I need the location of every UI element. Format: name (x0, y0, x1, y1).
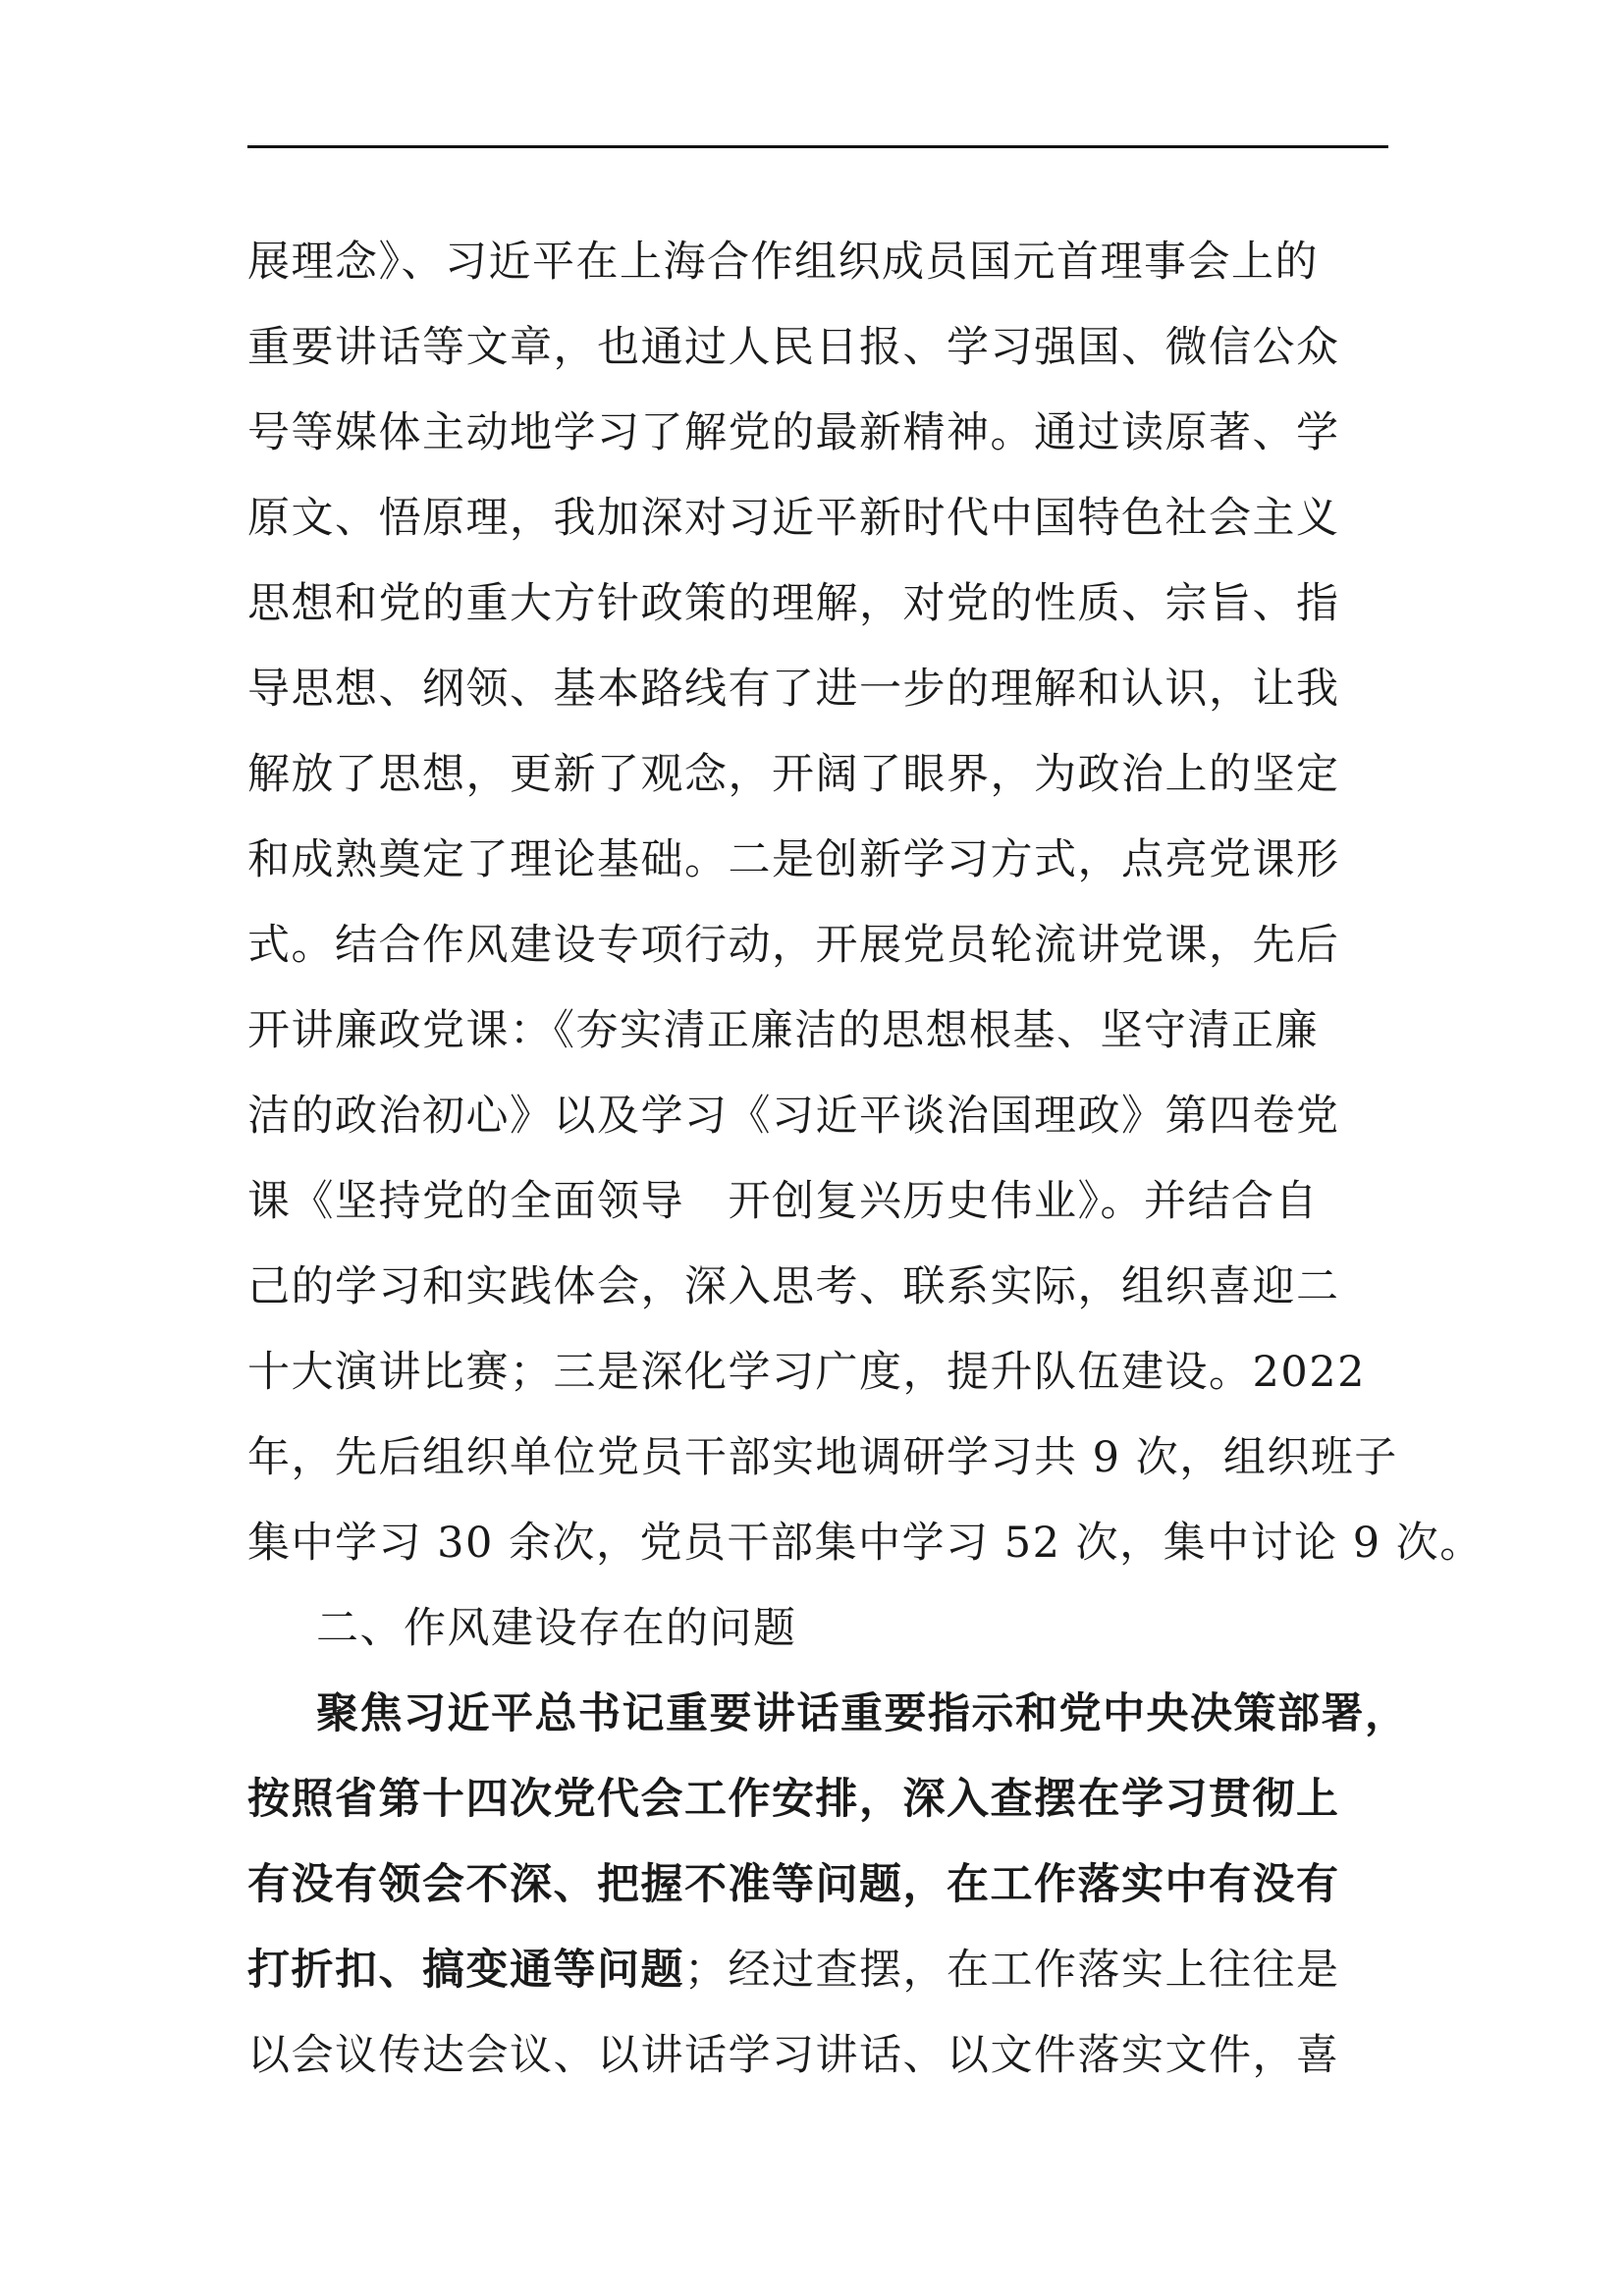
last-line: 以会议传达会议、以讲话学习讲话、以文件落实文件，喜 (247, 2031, 1340, 2080)
paragraph-line-14: 十大演讲比赛；三是深化学习广度，提升队伍建设。2022 (247, 1348, 1366, 1397)
paragraph-line-4: 原文、悟原理，我加深对习近平新时代中国特色社会主义 (247, 494, 1340, 543)
paragraph-line-10: 开讲廉政党课：《夯实清正廉洁的思想根基、坚守清正廉 (247, 1006, 1319, 1055)
paragraph-line-2: 重要讲话等文章，也通过人民日报、学习强国、微信公众 (247, 323, 1340, 372)
paragraph-line-11: 洁的政治初心》以及学习《习近平谈治国理政》第四卷党 (247, 1092, 1340, 1141)
paragraph-line-5: 思想和党的重大方针政策的理解，对党的性质、宗旨、指 (247, 579, 1340, 628)
paragraph-line-13: 己的学习和实践体会，深入思考、联系实际，组织喜迎二 (247, 1262, 1340, 1311)
bold-line-3: 有没有领会不深、把握不准等问题，在工作落实中有没有 (247, 1860, 1340, 1909)
paragraph-line-3: 号等媒体主动地学习了解党的最新精神。通过读原著、学 (247, 408, 1340, 457)
header-rule (247, 145, 1388, 148)
paragraph-line-8: 和成熟奠定了理论基础。二是创新学习方式，点亮党课形 (247, 835, 1340, 884)
bold-line-2: 按照省第十四次党代会工作安排，深入查摆在学习贯彻上 (247, 1775, 1340, 1824)
paragraph-line-7: 解放了思想，更新了观念，开阔了眼界，为政治上的坚定 (247, 750, 1340, 799)
mixed-line (247, 1928, 1406, 2013)
document-body (247, 220, 1484, 2099)
paragraph-line-1: 展理念》、习近平在上海合作组织成员国元首理事会上的 (247, 238, 1319, 287)
paragraph-line-9: 式。结合作风建设专项行动，开展党员轮流讲党课，先后 (247, 921, 1340, 970)
mixed-line-normal-part: ；经过查摆，在工作落实上往往是 (684, 1946, 1340, 1995)
paragraph-line-12: 课《坚持党的全面领导 开创复兴历史伟业》。并结合自 (247, 1177, 1319, 1226)
section-heading: 二、作风建设存在的问题 (316, 1604, 797, 1653)
mixed-line-bold-part: 打折扣、搞变通等问题 (247, 1946, 684, 1995)
paragraph-line-16: 集中学习 30 余次，党员干部集中学习 52 次，集中讨论 9 次。 (247, 1519, 1484, 1568)
paragraph-line-6: 导思想、纲领、基本路线有了进一步的理解和认识，让我 (247, 665, 1340, 714)
bold-line-1: 聚焦习近平总书记重要讲话重要指示和党中央决策部署， (316, 1689, 1409, 1738)
paragraph-line-15: 年，先后组织单位党员干部实地调研学习共 9 次，组织班子 (247, 1433, 1398, 1482)
